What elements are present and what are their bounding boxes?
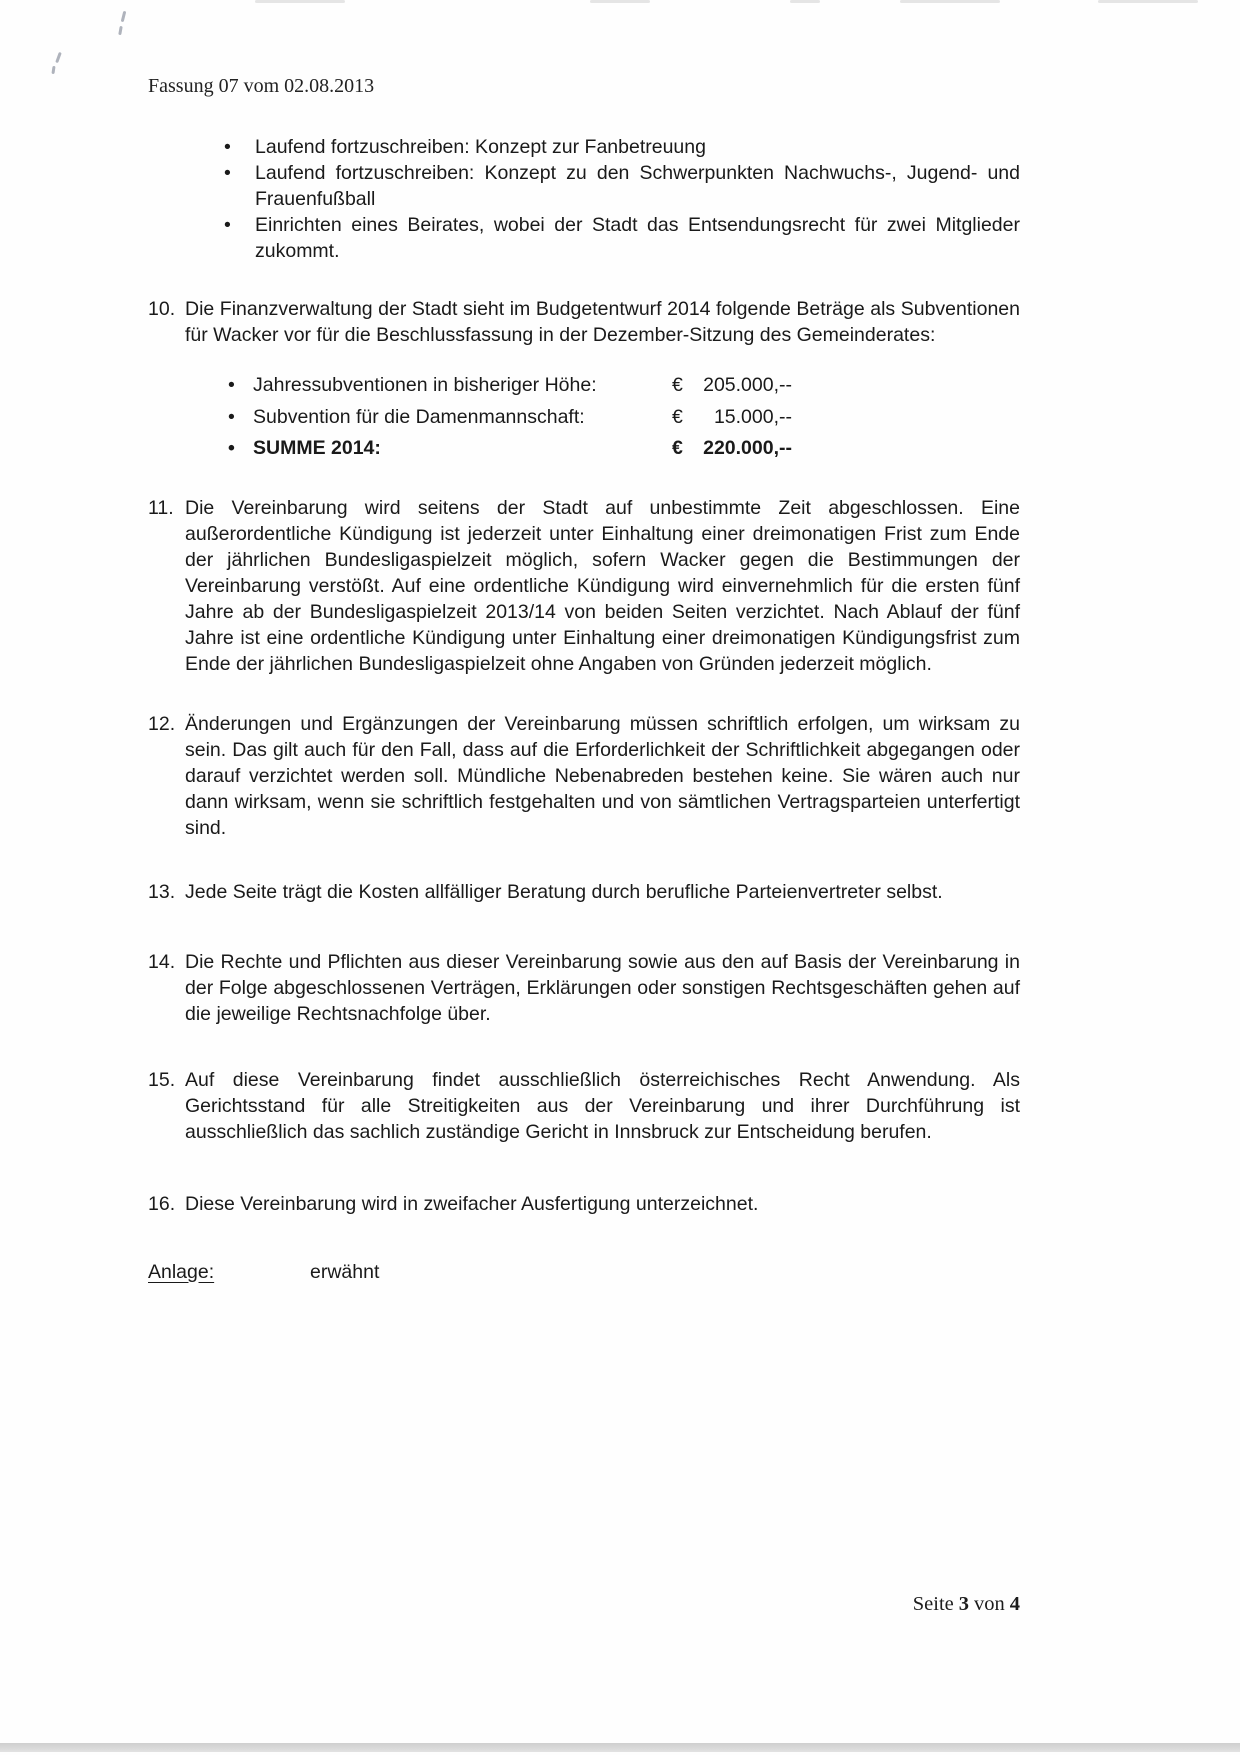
list-item [222, 212, 1020, 264]
clause-14 [148, 949, 1020, 1027]
clause-12 [148, 711, 1020, 841]
clause-number: 13. [148, 880, 176, 903]
clause-number: 16. [148, 1192, 176, 1215]
subsidy-amount: 15.000,-- [713, 405, 792, 428]
subsidy-label: • Subvention für die Damenmannschaft: [253, 405, 585, 428]
clause-text: Auf diese Vereinbarung findet ausschließlich österreichisches Recht Anwendung. Als Gerichtsstand für alle Streitigkeiten aus der Vereinbarung und ihrer Durchführung ist ausschließlich das sachlich zuständige Gericht in Innsbruck zur Entscheidung berufen. [185, 1068, 1020, 1143]
scan-smudge [590, 0, 650, 3]
clause-number: 14. [148, 950, 176, 973]
clause-15 [148, 1067, 1020, 1145]
clause-text: Die Rechte und Pflichten aus dieser Vereinbarung sowie aus den auf Basis der Vereinbarung in der Folge abgeschlossenen Verträgen, Erklärungen oder sonstigen Rechtsgeschäften gehen auf die jeweilige Rechtsnachfolge über. [185, 950, 1020, 1025]
subsidy-row [228, 370, 1020, 402]
bullet-text: Laufend fortzuschreiben: Konzept zur Fanbetreuung [255, 136, 706, 158]
clause-text: Die Finanzverwaltung der Stadt sieht im Budgetentwurf 2014 folgende Beträge als Subventionen für Wacker vor für die Beschlussfassung in der Dezember-Sitzung des Gemeinderates: [185, 298, 1020, 346]
clause-number: 10. [148, 298, 176, 320]
currency-symbol: € [672, 405, 683, 428]
attachment-value: erwähnt [310, 1260, 380, 1283]
pencil-mark [51, 66, 55, 74]
footer-von-label: von [974, 1593, 1005, 1615]
clause-16 [148, 1191, 1020, 1217]
clause-text: Jede Seite trägt die Kosten allfälliger Beratung durch berufliche Parteienvertreter selbst. [185, 880, 943, 903]
subsidy-row [228, 402, 1020, 434]
subsidy-label: • Jahressubventionen in bisheriger Höhe: [253, 374, 597, 396]
attachment-line [148, 1259, 1020, 1285]
footer-seite-label: Seite [912, 1593, 954, 1615]
scan-smudge [255, 0, 345, 3]
clause-number: 15. [148, 1068, 176, 1091]
clause-11 [148, 495, 1020, 677]
list-item [222, 134, 1020, 160]
subsidy-list [228, 370, 1020, 465]
page-number-footer [148, 1593, 1020, 1616]
clause-text: Die Vereinbarung wird seitens der Stadt auf unbestimmte Zeit abgeschlossen. Eine außerordentliche Kündigung ist jederzeit unter Einhaltung einer dreimonatigen Frist zum Ende der jährlichen Bundesligaspielzeit möglich, sofern Wacker gegen die Bestimmungen der Vereinbarung verstößt. Auf eine ordentliche Kündigung wird einvernehmlich für die ersten fünf Jahre ab der Bundesligaspielzeit 2013/14 von beiden Seiten verzichtet. Nach Ablauf der fünf Jahre ist eine ordentliche Kündigung unter Einhaltung einer dreimonatigen Kündigungsfrist zum Ende der jährlichen Bundesligaspielzeit ohne Angaben von Gründen jederzeit möglich. [185, 496, 1020, 675]
clause-text: Diese Vereinbarung wird in zweifacher Ausfertigung unterzeichnet. [185, 1192, 759, 1215]
scan-edge-bar [0, 1743, 1240, 1752]
clause-13 [148, 879, 1020, 905]
currency-symbol: € [672, 374, 683, 396]
bullet-text: Einrichten eines Beirates, wobei der Stadt das Entsendungsrecht für zwei Mitglieder zukommt. [255, 214, 1020, 262]
pencil-mark [121, 11, 127, 22]
scan-smudge [790, 0, 820, 3]
intro-bullet-list [222, 134, 1020, 264]
footer-total-pages: 4 [1009, 1593, 1020, 1615]
clause-number: 11. [148, 496, 174, 519]
clause-10 [148, 296, 1020, 348]
document-content [148, 74, 1020, 1285]
clause-text: Änderungen und Ergänzungen der Vereinbarung müssen schriftlich erfolgen, um wirksam zu sein. Das gilt auch für den Fall, dass auf die Erforderlichkeit der Schriftlichkeit abgegangen oder darauf verzichtet werden soll. Mündliche Nebenabreden bestehen keine. Sie wären auch nur dann wirksam, wenn sie schriftlich festgehalten und von sämtlichen Vertragsparteien unterfertigt sind. [185, 712, 1020, 839]
subsidy-label: • SUMME 2014: [253, 437, 381, 459]
pencil-mark [118, 26, 123, 35]
clause-number: 12. [148, 712, 176, 735]
footer-page-number: 3 [958, 1593, 969, 1615]
subsidy-amount: 205.000,-- [703, 374, 792, 396]
scan-smudge [900, 0, 1000, 3]
subsidy-total-row [228, 433, 1020, 465]
pencil-mark [55, 52, 62, 63]
currency-symbol: € [672, 437, 683, 459]
list-item [222, 160, 1020, 212]
version-header: Fassung 07 vom 02.08.2013 [148, 75, 375, 97]
attachment-label: Anlage: [148, 1260, 215, 1283]
subsidy-amount: 220.000,-- [703, 437, 792, 459]
scan-smudge [1098, 0, 1198, 3]
bullet-text: Laufend fortzuschreiben: Konzept zu den Schwerpunkten Nachwuchs-, Jugend- und Frauenfußball [255, 162, 1020, 210]
